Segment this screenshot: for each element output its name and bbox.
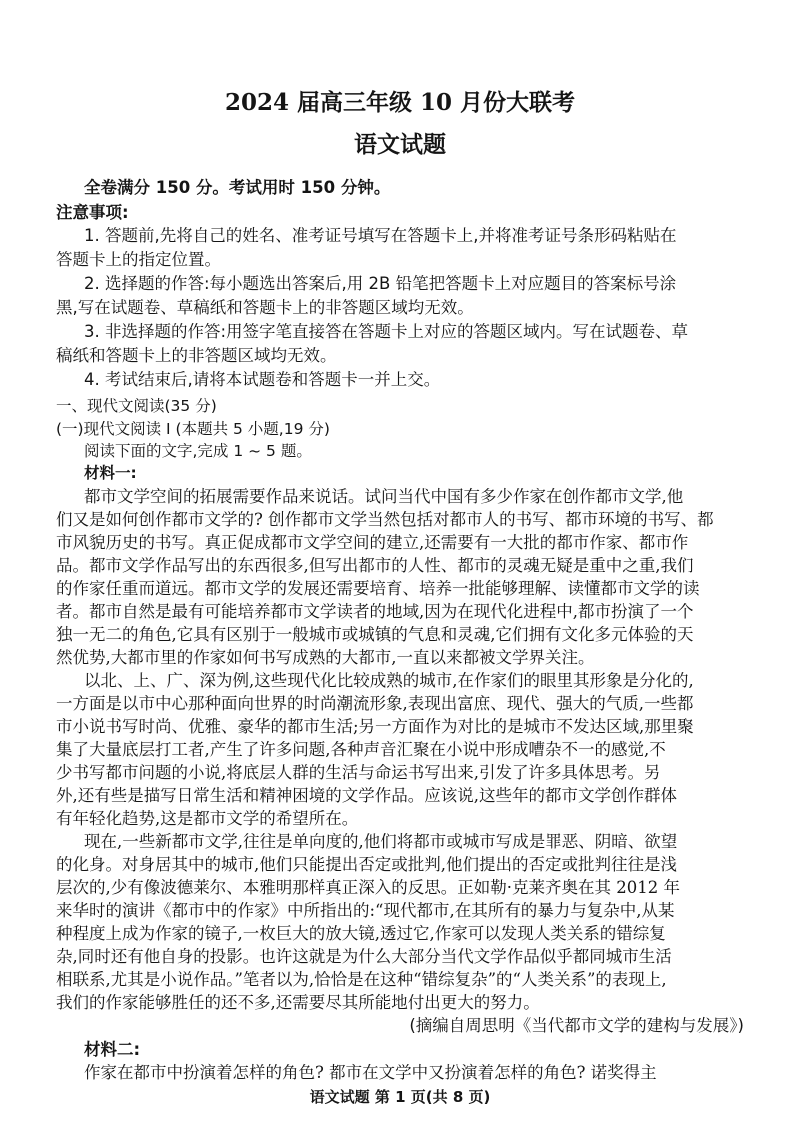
page-footer: 语文试题 第 1 页(共 8 页)	[309, 1088, 491, 1106]
material-1-line: 都市文学空间的拓展需要作品来说话。试问当代中国有多少作家在创作都市文学,他	[84, 487, 684, 506]
material-1-line: 我们的作家能够胜任的还不多,还需要尽其所能地付出更大的努力。	[56, 993, 540, 1012]
material-1-line: 种程度上成为作家的镜子,一枚巨大的放大镜,透过它,作家可以发现人类关系的错综复	[56, 924, 666, 943]
notice-item-2-cont: 黑,写在试题卷、草稿纸和答题卡上的非答题区域均无效。	[56, 298, 474, 317]
material-1-line: 有年轻化趋势,这是都市文学的希望所在。	[56, 809, 359, 828]
material-1-line: 现在,一些新都市文学,往往是单向度的,他们将都市或城市写成是罪恶、阴暗、欲望	[84, 832, 678, 851]
material-1-line: 者。都市自然是最有可能培养都市文学读者的地域,因为在现代化进程中,都市扮演了一个	[56, 602, 694, 621]
score-time-line: 全卷满分 150 分。考试用时 150 分钟。	[84, 178, 391, 197]
material-1-source: (摘编自周思明《当代都市文学的建构与发展》)	[409, 1016, 744, 1035]
notice-item-2: 2. 选择题的作答:每小题选出答案后,用 2B 铅笔把答题卡上对应题目的答案标号涂	[84, 274, 677, 293]
material-1-line: 品。都市文学作品写出的东西很多,但写出都市的人性、都市的灵魂无疑是重中之重,我们	[56, 556, 694, 575]
material-1-line: 集了大量底层打工者,产生了许多问题,各种声音汇聚在小说中形成嘈杂不一的感觉,不	[56, 740, 666, 759]
material-1-line: 然优势,大都市里的作家如何书写成熟的大都市,一直以来都被文学界关注。	[56, 648, 595, 667]
material-1-line: 外,还有些是描写日常生活和精神困境的文学作品。应该说,这些年的都市文学创作群体	[56, 786, 677, 805]
material-1-line: 层次的,少有像波德莱尔、本雅明那样真正深入的反思。正如勒·克莱齐奥在其 2012 年	[56, 878, 680, 897]
material-2-label: 材料二:	[84, 1040, 141, 1059]
material-1-line: 们又是如何创作都市文学的? 创作都市文学当然包括对都市人的书写、都市环境的书写、都	[56, 510, 714, 529]
notice-item-4: 4. 考试结束后,请将本试题卷和答题卡一并上交。	[84, 370, 441, 389]
material-1-line: 少书写都市问题的小说,将底层人群的生活与命运书写出来,引发了许多具体思考。另	[56, 763, 661, 782]
material-1-line: 杂,同时还有他自身的投影。也许这就是为什么大部分当代文学作品似乎都同城市生活	[56, 947, 672, 966]
material-1-line: 的化身。对身居其中的城市,他们只能提出否定或批判,他们提出的否定或批判往往是浅	[56, 855, 677, 874]
material-1-label: 材料一:	[84, 464, 137, 482]
material-1-line: 相联系,尤其是小说作品。”笔者以为,恰恰是在这种“错综复杂”的“人类关系”的表现上,	[56, 970, 667, 989]
section-sub-heading: (一)现代文阅读 I (本题共 5 小题,19 分)	[56, 420, 330, 438]
material-1-line: 的作家任重而道远。都市文学的发展还需要培育、培养一批能够理解、读懂都市文学的读	[56, 579, 700, 598]
material-2-line: 作家在都市中扮演着怎样的角色? 都市在文学中又扮演着怎样的角色? 诺奖得主	[84, 1063, 657, 1082]
notice-item-3: 3. 非选择题的作答:用签字笔直接答在答题卡上对应的答题区域内。写在试题卷、草	[84, 322, 689, 341]
notice-item-3-cont: 稿纸和答题卡上的非答题区域均无效。	[56, 346, 337, 365]
exam-subtitle: 语文试题	[354, 131, 446, 158]
material-1-line: 以北、上、广、深为例,这些现代化比较成熟的城市,在作家们的眼里其形象是分化的,	[84, 671, 694, 690]
notice-item-1-cont: 答题卡上的指定位置。	[56, 250, 221, 269]
notice-item-1: 1. 答题前,先将自己的姓名、准考证号填写在答题卡上,并将准考证号条形码粘贴在	[84, 226, 677, 245]
material-1-line: 来华时的演讲《都市中的作家》中所指出的:“现代都市,在其所有的暴力与复杂中,从某	[56, 901, 675, 920]
material-1-line: 市小说书写时尚、优雅、豪华的都市生活;另一方面作为对比的是城市不发达区域,那里聚	[56, 717, 694, 736]
material-1-line: 独一无二的角色,它具有区别于一般城市或城镇的气息和灵魂,它们拥有文化多元体验的天	[56, 625, 694, 644]
material-1-line: 市风貌历史的书写。真正促成都市文学空间的建立,还需要有一大批的都市作家、都市作	[56, 533, 689, 552]
exam-title: 2024 届高三年级 10 月份大联考	[224, 89, 576, 116]
reading-instruction: 阅读下面的文字,完成 1 ~ 5 题。	[84, 442, 312, 460]
notice-heading: 注意事项:	[56, 203, 129, 222]
section-heading: 一、现代文阅读(35 分)	[56, 397, 217, 415]
material-1-line: 一方面是以市中心那种面向世界的时尚潮流形象,表现出富庶、现代、强大的气质,一些都	[56, 694, 694, 713]
